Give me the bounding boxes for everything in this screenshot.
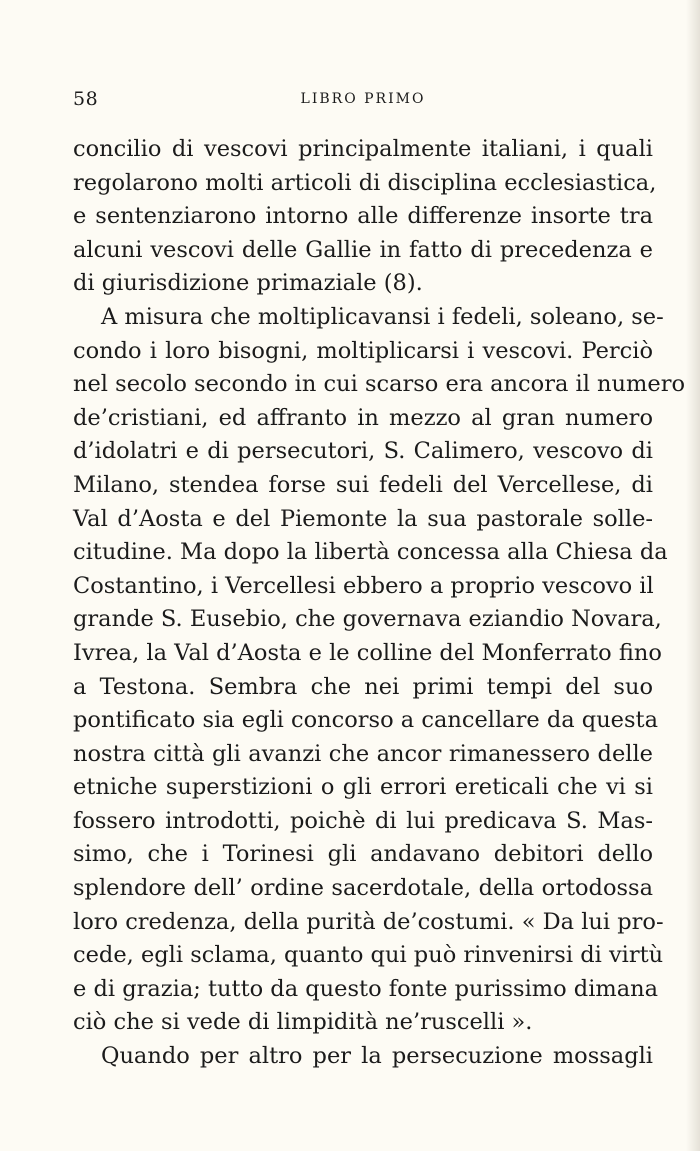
page-number: 58: [73, 88, 99, 110]
text-line: loro credenza, della purità de’costumi. « Da lui pro-: [73, 908, 664, 935]
text-line: etniche superstizioni o gli errori ereticali che vi si: [73, 774, 653, 801]
text-line: citudine. Ma dopo la libertà concessa alla Chiesa da: [73, 539, 668, 566]
text-line: nostra città gli avanzi che ancor rimanessero delle: [73, 740, 653, 767]
text-line: fossero introdotti, poichè di lui predicava S. Mas-: [73, 807, 653, 834]
text-line: simo, che i Torinesi gli andavano debitori dello: [73, 841, 653, 868]
text-line: condo i loro bisogni, moltiplicarsi i vescovi. Perciò: [73, 337, 653, 364]
text-line: de’cristiani, ed affranto in mezzo al gran numero: [73, 404, 653, 431]
page-edge-shadow: [686, 0, 700, 1151]
text-line: e sentenziarono intorno alle differenze insorte tra: [73, 203, 653, 230]
text-line: splendore dell’ ordine sacerdotale, della ortodossa: [73, 875, 653, 902]
text-line: regolarono molti articoli di disciplina ecclesiastica,: [73, 169, 657, 196]
text-line: ciò che si vede di limpidità ne’ruscelli ».: [73, 1009, 533, 1036]
body-text: [73, 133, 685, 1074]
text-line: Val d’Aosta e del Piemonte la sua pastorale solle-: [73, 505, 653, 532]
text-line: cede, egli sclama, quanto qui può rinvenirsi di virtù: [73, 942, 664, 969]
text-line: a Testona. Sembra che nei primi tempi del suo: [73, 673, 653, 700]
page-header: [73, 88, 653, 118]
text-line: A misura che moltiplicavansi i fedeli, soleano, se-: [101, 303, 664, 330]
text-line: Milano, stendea forse sui fedeli del Vercellese, di: [73, 471, 653, 498]
text-line: Quando per altro per la persecuzione mossagli: [101, 1043, 653, 1070]
text-line: e di grazia; tutto da questo fonte purissimo dimana: [73, 975, 659, 1002]
text-line: nel secolo secondo in cui scarso era ancora il numero: [73, 371, 685, 398]
text-line: pontificato sia egli concorso a cancellare da questa: [73, 707, 658, 734]
text-line: d’idolatri e di persecutori, S. Calimero, vescovo di: [73, 438, 653, 465]
text-line: alcuni vescovi delle Gallie in fatto di precedenza e: [73, 236, 653, 263]
text-line: concilio di vescovi principalmente italiani, i quali: [73, 136, 653, 162]
text-line: Costantino, i Vercellesi ebbero a proprio vescovo il: [73, 572, 654, 599]
text-line: grande S. Eusebio, che governava eziandio Novara,: [73, 606, 662, 633]
text-line: di giurisdizione primaziale (8).: [73, 270, 423, 297]
running-head: LIBRO PRIMO: [300, 91, 426, 107]
text-line: Ivrea, la Val d’Aosta e le colline del Monferrato fino: [73, 639, 662, 666]
